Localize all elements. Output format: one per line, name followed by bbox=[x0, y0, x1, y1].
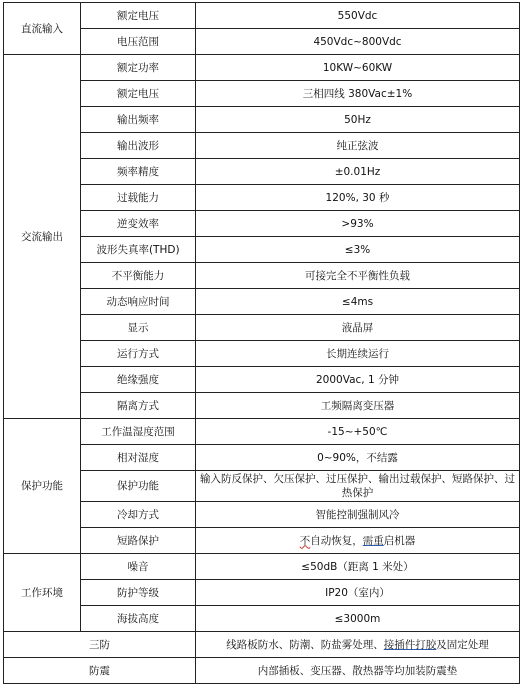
param-label: 输出频率 bbox=[81, 107, 196, 133]
param-label: 显示 bbox=[81, 315, 196, 341]
param-value: 三相四线 380Vac±1% bbox=[196, 81, 520, 107]
table-row bbox=[4, 341, 520, 367]
param-label: 额定电压 bbox=[81, 81, 196, 107]
table-row bbox=[4, 133, 520, 159]
param-value bbox=[196, 632, 520, 658]
param-value: 10KW~60KW bbox=[196, 55, 520, 81]
param-value: 120%, 30 秒 bbox=[196, 185, 520, 211]
param-label: 冷却方式 bbox=[81, 502, 196, 528]
table-row bbox=[4, 471, 520, 502]
table-row bbox=[4, 107, 520, 133]
table-row bbox=[4, 315, 520, 341]
param-value: ≤4ms bbox=[196, 289, 520, 315]
table-row bbox=[4, 528, 520, 554]
table-row bbox=[4, 367, 520, 393]
param-value: 智能控制强制风冷 bbox=[196, 502, 520, 528]
param-label: 隔离方式 bbox=[81, 393, 196, 419]
table-row bbox=[4, 3, 520, 29]
table-row bbox=[4, 211, 520, 237]
param-value: 550Vdc bbox=[196, 3, 520, 29]
param-label: 工作温湿度范围 bbox=[81, 419, 196, 445]
table-row bbox=[4, 289, 520, 315]
group-label-environment: 工作环境 bbox=[4, 554, 81, 632]
param-value: 输入防反保护、欠压保护、过压保护、输出过载保护、短路保护、过热保护 bbox=[196, 471, 520, 502]
param-value: 纯正弦波 bbox=[196, 133, 520, 159]
param-value: 液晶屏 bbox=[196, 315, 520, 341]
param-label: 防震 bbox=[4, 658, 196, 684]
table-row bbox=[4, 554, 520, 580]
param-value: IP20（室内） bbox=[196, 580, 520, 606]
param-label: 相对湿度 bbox=[81, 445, 196, 471]
group-label-ac-output: 交流输出 bbox=[4, 55, 81, 419]
table-row bbox=[4, 185, 520, 211]
table-row bbox=[4, 658, 520, 684]
param-value: ≤3% bbox=[196, 237, 520, 263]
table-row bbox=[4, 502, 520, 528]
table-row bbox=[4, 632, 520, 658]
table-row bbox=[4, 159, 520, 185]
group-label-dc-input: 直流输入 bbox=[4, 3, 81, 55]
param-value-part: 不 bbox=[299, 534, 311, 547]
param-value: 0~90%，不结露 bbox=[196, 445, 520, 471]
param-value: -15~+50℃ bbox=[196, 419, 520, 445]
table-row bbox=[4, 580, 520, 606]
spec-table bbox=[3, 2, 520, 684]
param-label: 动态响应时间 bbox=[81, 289, 196, 315]
param-label: 三防 bbox=[4, 632, 196, 658]
param-label: 噪音 bbox=[81, 554, 196, 580]
param-value: 450Vdc~800Vdc bbox=[196, 29, 520, 55]
param-label: 电压范围 bbox=[81, 29, 196, 55]
table-row bbox=[4, 393, 520, 419]
table-row bbox=[4, 445, 520, 471]
param-value: 2000Vac, 1 分钟 bbox=[196, 367, 520, 393]
param-label: 输出波形 bbox=[81, 133, 196, 159]
param-label: 不平衡能力 bbox=[81, 263, 196, 289]
param-value: 内部插板、变压器、散热器等均加装防震垫 bbox=[196, 658, 520, 684]
param-value: >93% bbox=[196, 211, 520, 237]
param-value-part: 线路板防水、防潮、防盐雾处理、 bbox=[226, 638, 384, 651]
table-row bbox=[4, 81, 520, 107]
param-value: 50Hz bbox=[196, 107, 520, 133]
param-label: 过载能力 bbox=[81, 185, 196, 211]
param-value: ±0.01Hz bbox=[196, 159, 520, 185]
param-value-part: 接插件打胶 bbox=[383, 638, 437, 651]
table-row bbox=[4, 29, 520, 55]
param-value-part: 及固定处理 bbox=[436, 638, 489, 651]
param-value: ≤3000m bbox=[196, 606, 520, 632]
param-value bbox=[196, 528, 520, 554]
table-row bbox=[4, 263, 520, 289]
param-value-part: 自动恢复， bbox=[310, 534, 363, 547]
param-label: 短路保护 bbox=[81, 528, 196, 554]
param-value-part: 需重 bbox=[362, 534, 384, 547]
param-label: 额定功率 bbox=[81, 55, 196, 81]
table-row bbox=[4, 606, 520, 632]
param-label: 保护功能 bbox=[81, 471, 196, 502]
table-row bbox=[4, 419, 520, 445]
param-value: 长期连续运行 bbox=[196, 341, 520, 367]
table-row bbox=[4, 55, 520, 81]
param-value: 工频隔离变压器 bbox=[196, 393, 520, 419]
group-label-protection: 保护功能 bbox=[4, 419, 81, 554]
param-label: 海拔高度 bbox=[81, 606, 196, 632]
param-value-part: 启机器 bbox=[383, 534, 416, 547]
param-label: 运行方式 bbox=[81, 341, 196, 367]
param-label: 波形失真率(THD) bbox=[81, 237, 196, 263]
param-label: 额定电压 bbox=[81, 3, 196, 29]
param-label: 绝缘强度 bbox=[81, 367, 196, 393]
param-value: ≤50dB（距离 1 米处） bbox=[196, 554, 520, 580]
param-label: 频率精度 bbox=[81, 159, 196, 185]
table-row bbox=[4, 237, 520, 263]
param-value: 可接完全不平衡性负载 bbox=[196, 263, 520, 289]
param-label: 逆变效率 bbox=[81, 211, 196, 237]
param-label: 防护等级 bbox=[81, 580, 196, 606]
